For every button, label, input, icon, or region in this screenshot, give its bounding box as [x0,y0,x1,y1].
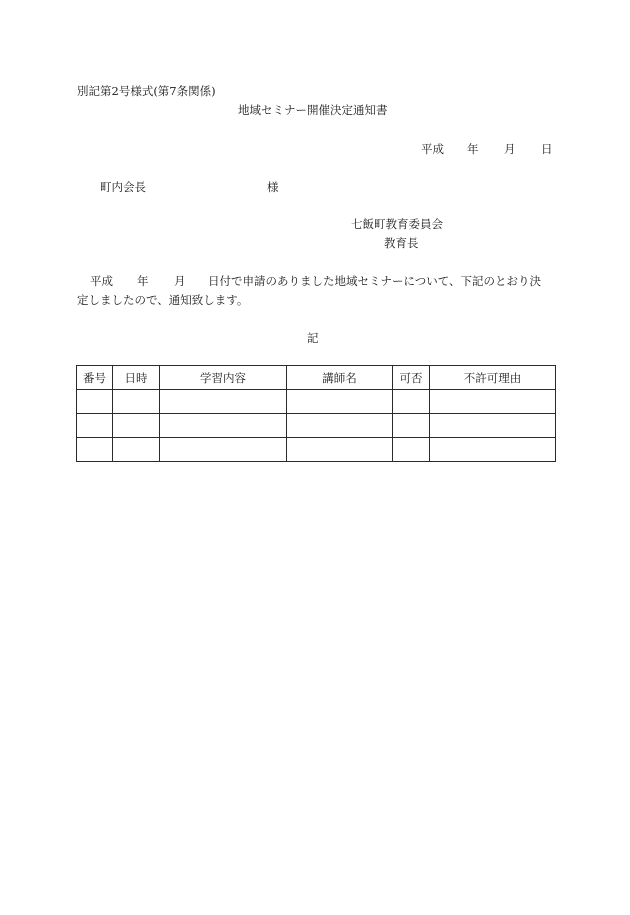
body-era: 平成 [90,274,113,288]
body-line-2: 定しましたので、通知致します。 [77,293,249,307]
header-approval: 可否 [393,366,430,390]
issuer-title: 教育長 [384,236,419,250]
table-cell [430,390,556,414]
table-cell [393,414,430,438]
header-denial-reason: 不許可理由 [430,366,556,390]
body-month-label: 月 [174,274,186,288]
header-number: 番号 [77,366,113,390]
header-datetime: 日時 [113,366,160,390]
table-cell [77,390,113,414]
table-cell [393,438,430,462]
record-table [76,365,556,462]
table-cell [113,438,160,462]
table-cell [430,438,556,462]
header-instructor: 講師名 [287,366,393,390]
table-cell [160,414,287,438]
date-day-label: 日 [541,142,553,156]
table-cell [113,414,160,438]
date-month-label: 月 [504,142,516,156]
header-learning-content: 学習内容 [160,366,287,390]
table-cell [113,390,160,414]
table-cell [393,390,430,414]
recipient-name: 町内会長 [100,180,146,194]
body-line-1-text: 日付で申請のありました地域セミナーについて、下記のとおり決 [208,274,542,288]
table-cell [160,438,287,462]
table-cell [430,414,556,438]
ki-heading: 記 [307,331,319,345]
table-row [77,438,556,462]
recipient-honorific: 様 [267,180,279,194]
table-row [77,414,556,438]
document-title: 地域セミナー開催決定通知書 [238,103,388,117]
table-cell [77,438,113,462]
table-row [77,390,556,414]
table-cell [287,414,393,438]
date-era: 平成 [421,142,444,156]
table-cell [287,390,393,414]
table-cell [160,390,287,414]
date-year-label: 年 [467,142,479,156]
form-number: 別記第2号様式(第7条関係) [77,84,216,98]
table-cell [287,438,393,462]
table-cell [77,414,113,438]
table-header-row [77,366,556,390]
issuer-organization: 七飯町教育委員会 [351,217,443,231]
body-year-label: 年 [137,274,149,288]
